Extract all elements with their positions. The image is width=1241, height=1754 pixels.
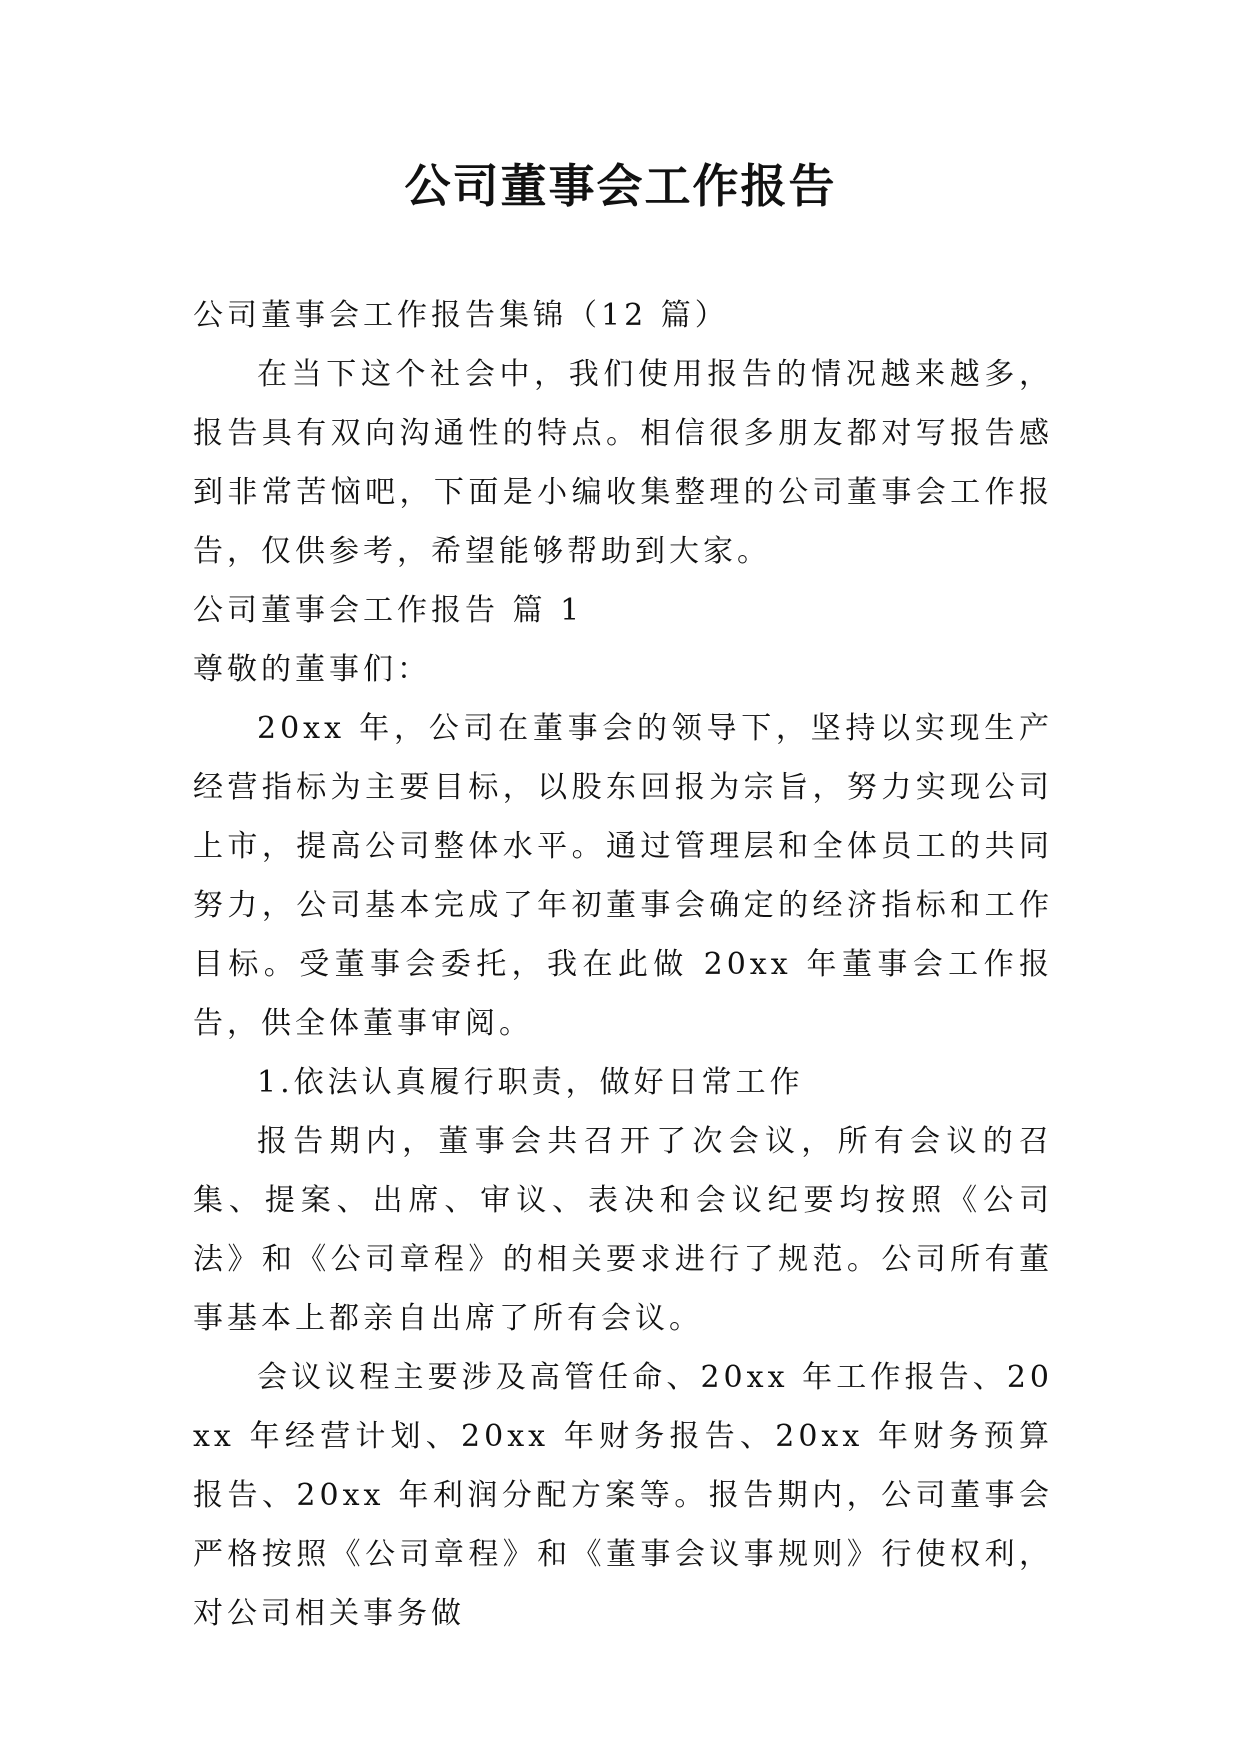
section-heading: 公司董事会工作报告 篇 1: [193, 593, 584, 628]
document-body: [193, 286, 1053, 1643]
intro-paragraph: 在当下这个社会中，我们使用报告的情况越来越多，报告具有双向沟通性的特点。相信很多朋友都对写报告感到非常苦恼吧，下面是小编收集整理的公司董事会工作报告，仅供参考，希望能够帮助到大家。: [193, 357, 1053, 569]
collection-subtitle: 公司董事会工作报告集锦（12 篇）: [193, 298, 729, 333]
salutation: 尊敬的董事们：: [193, 652, 431, 687]
body-paragraph-1: 20xx 年，公司在董事会的领导下，坚持以实现生产经营指标为主要目标，以股东回报为宗旨，努力实现公司上市，提高公司整体水平。通过管理层和全体员工的共同努力，公司基本完成了年初董事会确定的经济指标和工作目标。受董事会委托，我在此做 20xx 年董事会工作报告，供全体董事审阅。: [193, 711, 1053, 1041]
document-title: 公司董事会工作报告: [404, 159, 837, 213]
body-paragraph-3: 会议议程主要涉及高管任命、20xx 年工作报告、20xx 年经营计划、20xx 年财务报告、20xx 年财务预算报告、20xx 年利润分配方案等。报告期内，公司董事会严格按照《公司章程》和《董事会议事规则》行使权利，对公司相关事务做: [193, 1360, 1053, 1631]
item-heading: 1.依法认真履行职责，做好日常工作: [257, 1065, 804, 1100]
body-paragraph-2: 报告期内，董事会共召开了次会议，所有会议的召集、提案、出席、审议、表决和会议纪要均按照《公司法》和《公司章程》的相关要求进行了规范。公司所有董事基本上都亲自出席了所有会议。: [193, 1124, 1053, 1336]
